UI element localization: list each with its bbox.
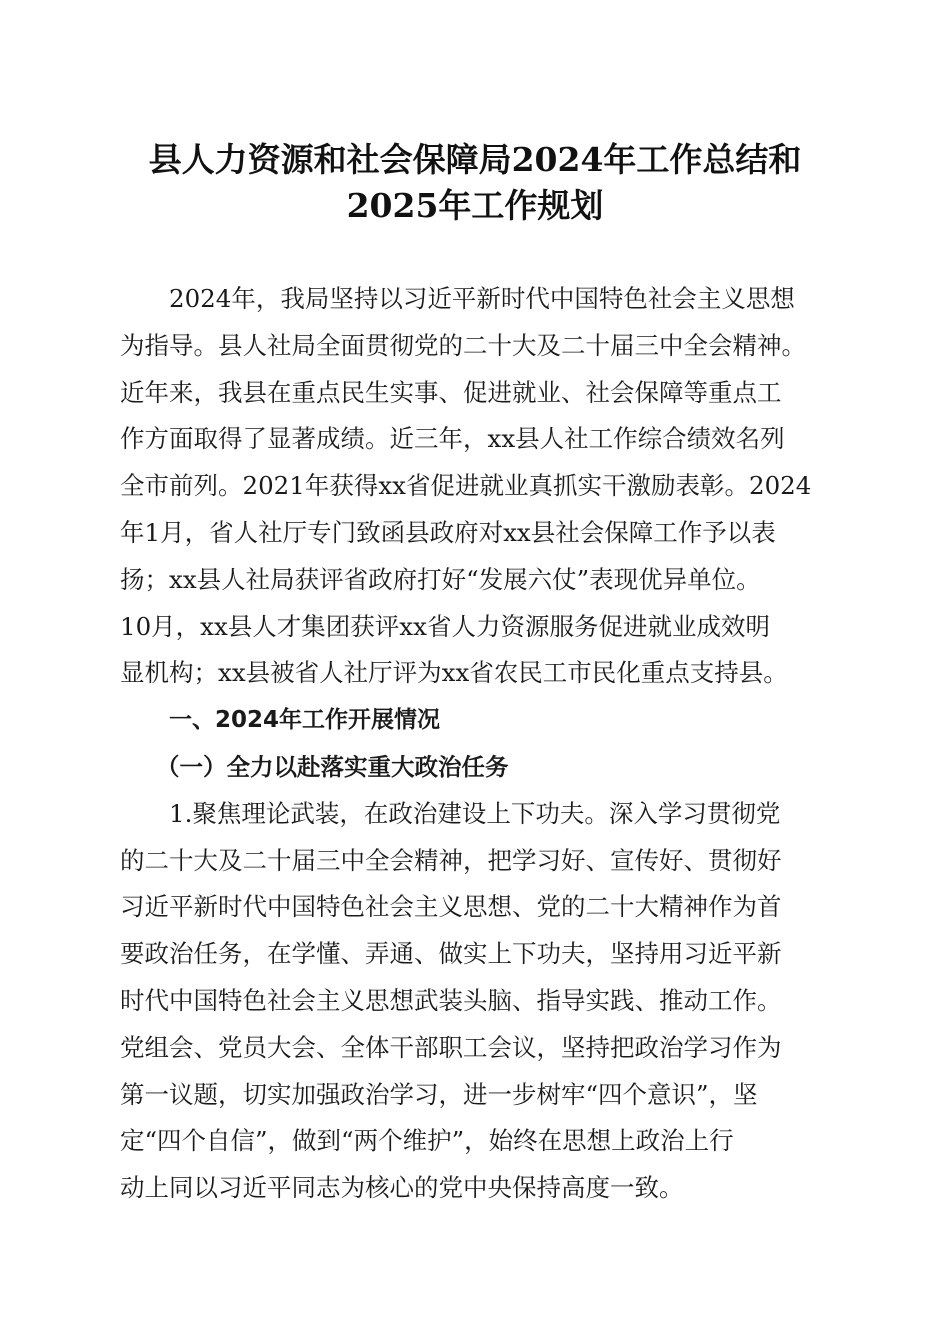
text-line: 近年来，我县在重点民生实事、促进就业、社会保障等重点工 [120,377,782,407]
text-line: 为指导。县人社局全面贯彻党的二十大及二十届三中全会精神。 [120,330,806,360]
document-title-line-2: 2025年工作规划 [346,186,604,225]
text-line: 显机构；xx县被省人社厅评为xx省农民工市民化重点支持县。 [120,658,788,688]
text-line: 党组会、党员大会、全体干部职工会议，坚持把政治学习作为 [120,1032,782,1062]
intro-paragraph [120,276,840,697]
heading-text: （一）全力以赴落实重大政治任务 [156,752,509,781]
document-body [120,276,840,1212]
text-line: 动上同以习近平同志为核心的党中央保持高度一致。 [120,1173,684,1203]
text-line: 扬；xx县人社局获评省政府打好“发展六仗”表现优异单位。 [120,564,761,594]
section-heading-1 [120,697,840,744]
text-line: 第一议题，切实加强政治学习，进一步树牢“四个意识”，坚 [120,1079,758,1109]
text-line: 全市前列。2021年获得xx省促进就业真抓实干激励表彰。2024 [120,471,812,501]
text-line: 年1月，省人社厅专门致函县政府对xx县社会保障工作予以表 [120,517,776,547]
text-line: 习近平新时代中国特色社会主义思想、党的二十大精神作为首 [120,892,782,922]
text-line: 要政治任务，在学懂、弄通、做实上下功夫，坚持用习近平新 [120,939,782,969]
heading-text: 一、2024年工作开展情况 [169,707,441,734]
text-line: 的二十大及二十届三中全会精神，把学习好、宣传好、贯彻好 [120,845,782,875]
text-line: 10月，xx县人才集团获评xx省人力资源服务促进就业成效明 [120,611,770,641]
text-line: 2024年，我局坚持以习近平新时代中国特色社会主义思想 [169,284,795,313]
section-heading-2 [120,744,840,791]
document-title-line-1: 县人力资源和社会保障局2024年工作总结和 [148,140,802,179]
text-line: 定“四个自信”，做到“两个维护”，始终在思想上政治上行 [120,1126,734,1156]
text-line: 时代中国特色社会主义思想武装头脑、指导实践、推动工作。 [120,985,782,1015]
text-line: 1.聚焦理论武装，在政治建设上下功夫。深入学习贯彻党 [169,798,781,828]
body-paragraph-1 [120,791,840,1212]
text-line: 作方面取得了显著成绩。近三年，xx县人社工作综合绩效名列 [120,424,785,454]
